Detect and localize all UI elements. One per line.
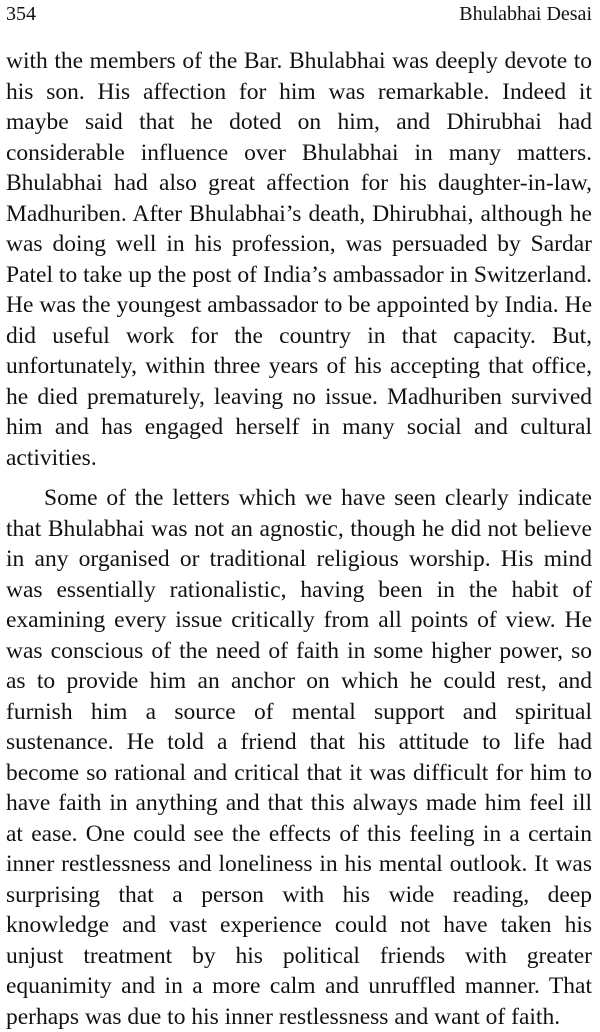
paragraph: with the members of the Bar. Bhulabhai was deeply devote to his son. His affection for him was remarkable. Indeed it maybe said that he doted on him, and Dhirubhai had considerable influence over Bhulabhai in many matters. Bhulabhai had also great affection for his daughter-in-law, Madhuriben. After Bhulabhai’s death, Dhirubhai, although he was doing well in his profession, was persuaded by Sardar Patel to take up the post of India’s ambassador in Switzerland. He was the youngest ambassador to be appointed by India. He did useful work for the country in that capacity. But, unfortunately, within three years of his accepting that office, he died prematurely, leaving no issue. Madhuriben survived him and has engaged herself in many social and cultural activities. bbox=[6, 48, 592, 471]
page-body bbox=[6, 46, 592, 1032]
page-header bbox=[6, 2, 592, 26]
paragraph: Some of the letters which we have seen clearly indicate that Bhulabhai was not an agnostic, though he did not believe in any organised or traditional religious worship. His mind was essentially rationalistic, having been in the habit of examining every issue critically from all points of view. He was conscious of the need of faith in some higher power, so as to provide him an anchor on which he could rest, and furnish him a source of mental support and spiritual sustenance. He told a friend that his attitude to life had become so rational and critical that it was difficult for him to have faith in anything and that this always made him feel ill at ease. One could see the effects of this feeling in a certain inner restlessness and loneliness in his mental outlook. It was surprising that a person with his wide reading, deep knowledge and vast experience could not have taken his unjust treatment by his political friends with greater equanimity and in a more calm and unruffled manner. That perhaps was due to his inner restlessness and want of faith. bbox=[6, 485, 592, 1030]
running-title: Bhulabhai Desai bbox=[459, 3, 592, 25]
page-number: 354 bbox=[6, 3, 36, 25]
